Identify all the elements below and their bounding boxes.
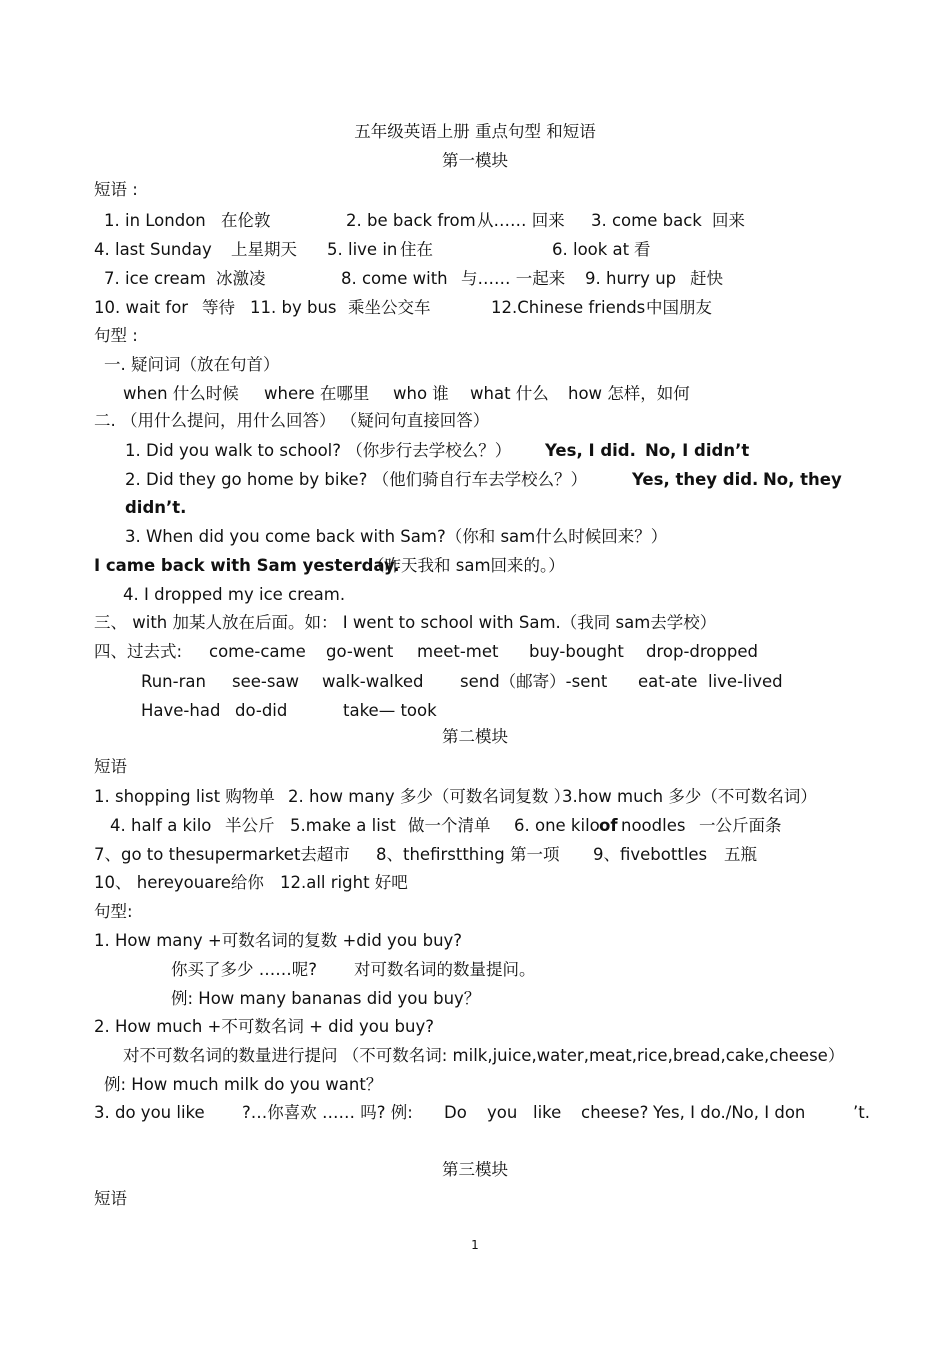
example-answer: Yes, I did. [545,441,636,460]
phrase: 2. be back from [346,211,476,230]
section-heading: 二. （用什么提问，用什么回答） （疑问句直接回答） [94,411,490,430]
pattern-example: Yes, I do./No, I don [653,1103,806,1122]
example-answer-note: （昨天我和 sam回来的。） [368,556,565,575]
phrases-label: 短语 [94,1189,127,1208]
phrase: 8、thefirstthing 第一项 [376,845,560,864]
phrase: 8. come with [341,269,448,288]
example-question: 4. I dropped my ice cream. [123,585,346,604]
phrase: 6. one kilo [514,816,600,835]
phrase: 3.how much 多少（不可数名词） [562,787,817,806]
past-tense-pair: walk-walked [322,672,424,691]
past-tense-pair: meet-met [417,642,499,661]
sentence-pattern: 3. do you like [94,1103,205,1122]
example-question: 3. When did you come back with Sam?（你和 sam什么时候回来？） [125,527,668,546]
phrase-meaning: 回来 [712,211,745,230]
question-word: who 谁 [393,384,449,403]
section-heading: 四、过去式: [94,642,183,661]
phrase: 10、 hereyouare给你 [94,873,264,892]
past-tense-pair: send（邮寄）-sent [460,672,608,691]
section-heading: 一. 疑问词（放在句首） [104,355,280,374]
phrase: 4. half a kilo [110,816,212,835]
pattern-example: 例: How many bananas did you buy？ [171,989,481,1008]
pattern-example: 例: How much milk do you want？ [104,1075,383,1094]
phrases-label: 短语 : [94,180,138,199]
phrase-meaning: 在伦敦 [221,211,271,230]
phrase-meaning: 等待 [202,298,235,317]
phrase-meaning: 上星期天 [231,240,297,259]
phrase: 3. come back [591,211,702,230]
phrase: 6. look at [552,240,630,259]
past-tense-pair: Have-had [141,701,221,720]
phrase-meaning: 冰激凌 [216,269,266,288]
phrase: 12.all right 好吧 [280,873,408,892]
example-answer: Yes, they did. [632,470,759,489]
past-tense-pair: eat-ate [638,672,698,691]
page-number: 1 [471,1238,479,1252]
phrase: 1. shopping list 购物单 [94,787,275,806]
pattern-explanation: ?…你喜欢 …… 吗? 例: [242,1103,413,1122]
pattern-example: cheese? [581,1103,649,1122]
example-answer: I came back with Sam yesterday. [94,556,400,575]
phrase: 5. live in [327,240,398,259]
phrase: 7、go to thesupermarket去超市 [94,845,350,864]
past-tense-pair: do-did [235,701,288,720]
question-word: where 在哪里 [264,384,370,403]
phrase: noodles [621,816,686,835]
phrase: 7. ice cream [104,269,206,288]
question-word: how 怎样，如何 [568,384,690,403]
phrase-meaning: 半公斤 [225,816,275,835]
phrase: 11. by bus [250,298,337,317]
phrase-meaning: 看 [634,240,651,259]
past-tense-pair: see-saw [232,672,300,691]
phrase-meaning: 与…… 一起来 [461,269,566,288]
example-answer: No, they [763,470,842,489]
phrase-meaning: 中国朋友 [646,298,712,317]
example-question: 2. Did they go home by bike? （他们骑自行车去学校么？） [125,470,588,489]
sentences-label: 句型: [94,902,133,921]
question-word: when 什么时候 [123,384,239,403]
section-heading: 三、 with 加某人放在后面。如： I went to school with Sam.（我同 sam去学校） [94,613,717,632]
pattern-explanation: 对可数名词的数量提问。 [354,960,536,979]
example-answer: didn’t. [125,498,187,517]
phrases-label: 短语 [94,757,127,776]
module-1-heading: 第一模块 [442,151,508,170]
phrase: 4. last Sunday [94,240,212,259]
document-title: 五年级英语上册 重点句型 和短语 [354,122,596,141]
phrase-meaning: 从…… 回来 [477,211,565,230]
past-tense-pair: go-went [326,642,394,661]
phrase: 10. wait for [94,298,189,317]
phrase: 9、fivebottles [593,845,708,864]
phrase: 2. how many 多少（可数名词复数 ） [288,787,571,806]
past-tense-pair: live-lived [708,672,783,691]
module-2-heading: 第二模块 [442,727,508,746]
example-answer: No, I didn’t [645,441,750,460]
phrase: 1. in London [104,211,206,230]
phrase-meaning: 五瓶 [724,845,757,864]
phrase: 5.make a list [290,816,396,835]
example-question: 1. Did you walk to school? （你步行去学校么？） [125,441,512,460]
past-tense-pair: Run-ran [141,672,206,691]
pattern-example: Do [444,1103,467,1122]
pattern-explanation: 你买了多少 ……呢? [171,960,318,979]
phrase-meaning: 做一个清单 [408,816,491,835]
pattern-example: you [487,1103,518,1122]
pattern-example: ’t. [853,1103,870,1122]
past-tense-pair: buy-bought [529,642,624,661]
question-word: what 什么 [470,384,549,403]
pattern-example: like [533,1103,562,1122]
phrase: 9. hurry up [585,269,677,288]
sentence-pattern: 2. How much +不可数名词 + did you buy? [94,1017,434,1036]
phrase-meaning: 乘坐公交车 [348,298,431,317]
phrase-meaning: 一公斤面条 [699,816,782,835]
past-tense-pair: take— took [343,701,437,720]
phrase-meaning: 赶快 [690,269,723,288]
module-3-heading: 第三模块 [442,1160,508,1179]
phrase: of [599,816,618,835]
past-tense-pair: come-came [209,642,306,661]
phrase: 12.Chinese friends [491,298,646,317]
sentence-pattern: 1. How many +可数名词的复数 +did you buy? [94,931,463,950]
pattern-explanation: 对不可数名词的数量进行提问 （不可数名词: milk,juice,water,meat,rice,bread,cake,cheese） [123,1046,845,1065]
sentences-label: 句型 : [94,326,138,345]
phrase-meaning: 住在 [400,240,433,259]
past-tense-pair: drop-dropped [646,642,758,661]
